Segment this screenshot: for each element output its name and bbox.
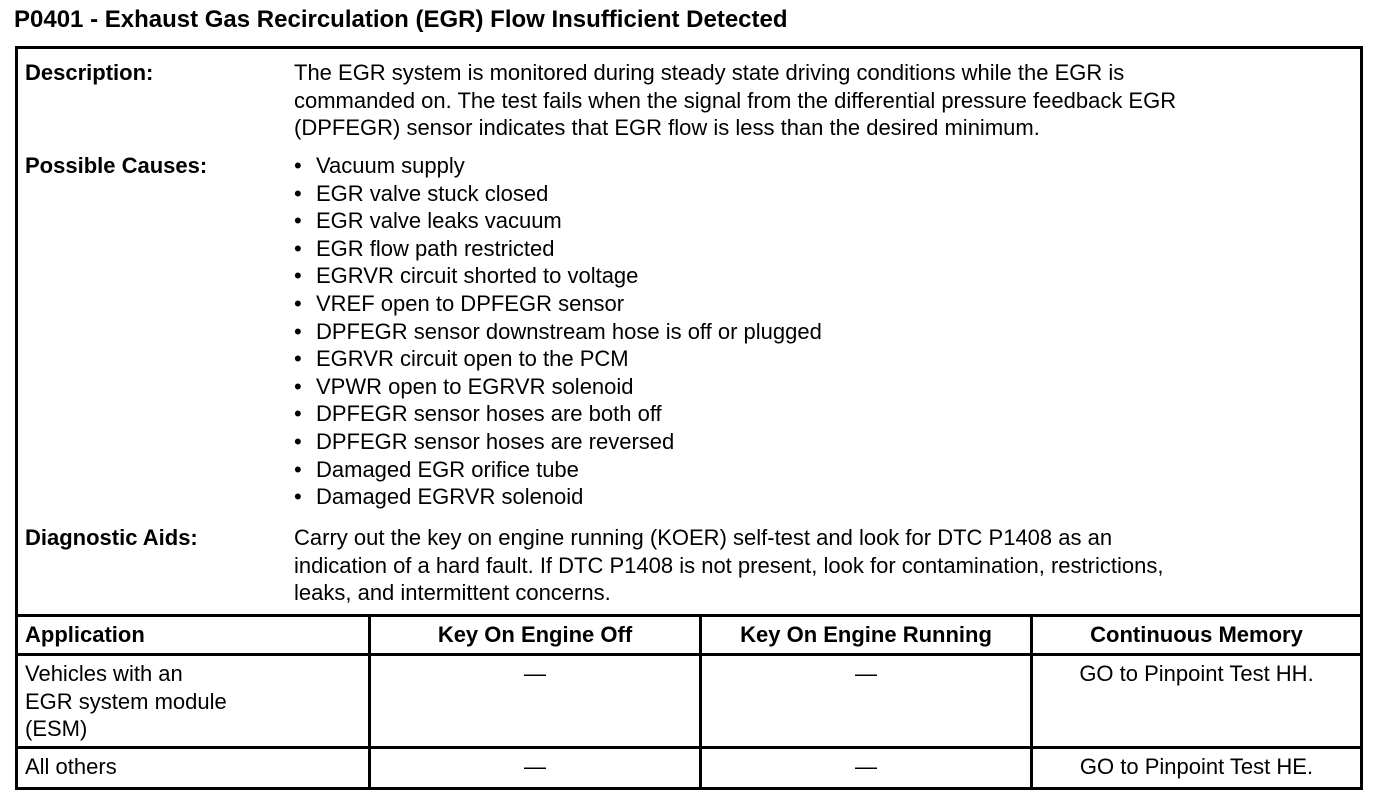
cause-text: Damaged EGR orifice tube [316,456,579,482]
bullet-icon: • [294,235,302,261]
page-title: P0401 - Exhaust Gas Recirculation (EGR) Flow Insufficient Detected [14,6,788,33]
bullet-icon: • [294,373,302,399]
list-item [294,483,1344,511]
description-line: The EGR system is monitored during steady state driving conditions while the EGR is [294,60,1125,85]
koer-cell: — [699,656,1030,746]
cause-text: VPWR open to EGRVR solenoid [316,373,634,399]
cause-text: DPFEGR sensor hoses are both off [316,401,662,427]
list-item [294,207,1344,235]
bullet-icon: • [294,456,302,482]
description-label: Description: [25,60,154,85]
cause-text: EGRVR circuit shorted to voltage [316,263,639,289]
bullet-icon: • [294,346,302,372]
possible-causes-label: Possible Causes: [25,153,208,178]
application-table [18,614,1360,790]
application-line: (ESM) [25,716,88,742]
description-text [294,59,1344,142]
header-key-on-engine-running: Key On Engine Running [699,617,1030,653]
table-row [18,749,1360,787]
application-line: Vehicles with an [25,661,183,686]
possible-causes-list-wrap [294,152,1344,511]
table-header-row [18,617,1360,656]
list-item [294,456,1344,484]
cause-text: Damaged EGRVR solenoid [316,484,584,510]
bullet-icon: • [294,318,302,344]
list-item [294,262,1344,290]
list-item [294,235,1344,263]
header-application: Application [25,622,145,647]
cause-text: EGR valve leaks vacuum [316,208,562,234]
diagnostic-aids-label: Diagnostic Aids: [25,525,198,550]
list-item [294,428,1344,456]
continuous-memory-cell: GO to Pinpoint Test HE. [1030,749,1360,787]
cause-text: EGRVR circuit open to the PCM [316,346,629,372]
application-line: EGR system module [25,688,227,714]
bullet-icon: • [294,428,302,454]
koeo-cell: — [368,656,699,746]
bullet-icon: • [294,484,302,510]
list-item [294,152,1344,180]
application-cell [18,656,368,746]
bullet-icon: • [294,180,302,206]
continuous-memory-cell: GO to Pinpoint Test HH. [1030,656,1360,746]
table-row [18,656,1360,749]
dtc-info-box [15,46,1363,790]
bullet-icon: • [294,153,302,178]
list-item [294,373,1344,401]
bullet-icon: • [294,208,302,234]
cause-text: EGR valve stuck closed [316,180,549,206]
cause-text: DPFEGR sensor hoses are reversed [316,428,675,454]
diagnostic-aids-line: leaks, and intermittent concerns. [294,580,611,606]
list-item [294,290,1344,318]
bullet-icon: • [294,263,302,289]
list-item [294,180,1344,208]
cause-text: VREF open to DPFEGR sensor [316,290,625,316]
list-item [294,345,1344,373]
bullet-icon: • [294,401,302,427]
description-line: (DPFEGR) sensor indicates that EGR flow is less than the desired minimum. [294,115,1040,141]
dtc-info-section [18,49,1360,614]
description-line: commanded on. The test fails when the signal from the differential pressure feedback EGR [294,87,1177,113]
cause-text: DPFEGR sensor downstream hose is off or plugged [316,318,822,344]
possible-causes-list [294,152,1344,511]
list-item [294,318,1344,346]
cause-text: EGR flow path restricted [316,235,555,261]
koeo-cell: — [368,749,699,787]
application-cell [18,749,368,787]
diagnostic-aids-line: Carry out the key on engine running (KOER) self-test and look for DTC P1408 as an [294,525,1113,550]
application-line: All others [25,754,117,779]
cause-text: Vacuum supply [316,153,465,178]
koer-cell: — [699,749,1030,787]
list-item [294,400,1344,428]
header-key-on-engine-off: Key On Engine Off [368,617,699,653]
diagnostic-aids-line: indication of a hard fault. If DTC P1408 is not present, look for contamination, restrictions, [294,552,1164,578]
bullet-icon: • [294,290,302,316]
header-continuous-memory: Continuous Memory [1030,617,1360,653]
diagnostic-aids-text [294,524,1344,607]
